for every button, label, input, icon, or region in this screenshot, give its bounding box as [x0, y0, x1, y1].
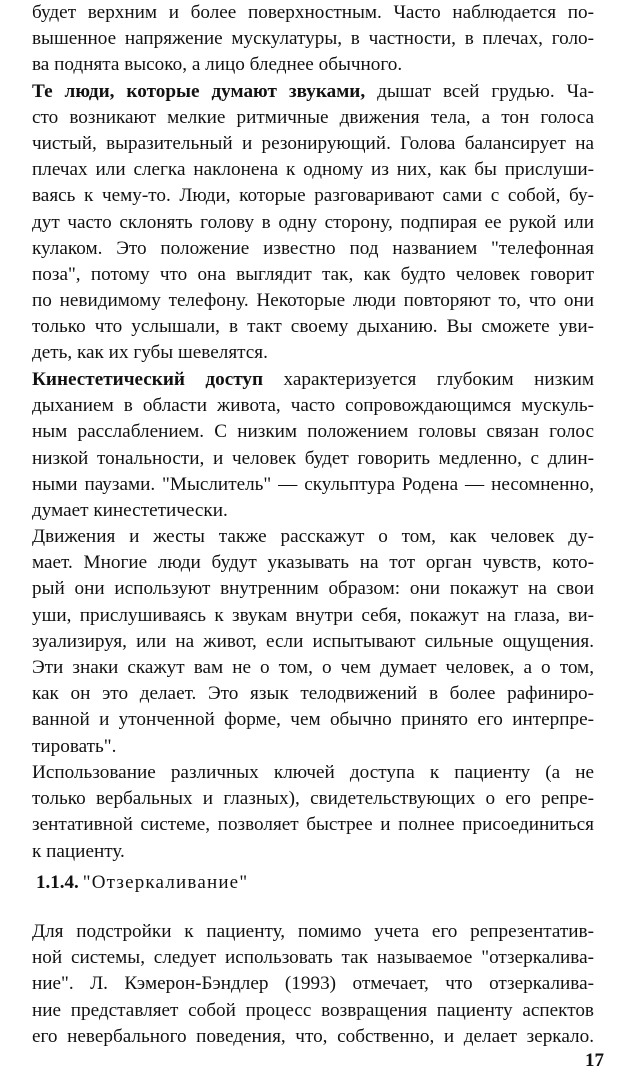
- text-line: ным расслаблением. С низким положением головы связан голос: [32, 421, 594, 443]
- text-line: только что услышали, в такт своему дыханию. Вы сможете уви-: [32, 316, 594, 338]
- text-line: по невидимому телефону. Некоторые люди повторяют то, что они: [32, 290, 594, 312]
- paragraph-kinesthetic: [32, 367, 594, 524]
- text-run: характеризуется глубоким низким: [263, 369, 595, 390]
- bold-lead: Те люди, которые думают звуками,: [32, 80, 366, 102]
- text-line: зентативной системе, позволяет быстрее и полнее присоединиться: [32, 814, 594, 836]
- text-line: поза", потому что она выглядит так, как будто человек говорит: [32, 263, 594, 285]
- text-line: вышенное напряжение мускулатуры, в частности, в плечах, голо-: [32, 28, 594, 50]
- text-line: Движения и жесты также расскажут о том, как человек ду-: [32, 526, 594, 547]
- text-line: дут часто склонять голову в одну сторону, подпирая ее рукой или: [32, 211, 594, 233]
- page-number: 17: [585, 1050, 604, 1071]
- text-line: ной системы, следует использовать так называемое "отзеркалива-: [32, 947, 594, 969]
- text-line: деть, как их губы шевелятся.: [32, 342, 268, 364]
- text-line: Использование различных ключей доступа к пациенту (а не: [32, 762, 594, 783]
- text-line: ние". Л. Кэмерон-Бэндлер (1993) отмечает, что отзеркалива-: [32, 973, 594, 995]
- text-line: ными паузами. "Мыслитель" — скульптура Родена — несомненно,: [32, 473, 594, 495]
- text-line: Эти знаки скажут вам не о том, о чем думает человек, а о том,: [32, 656, 594, 678]
- text-line: только вербальных и глазных), свидетельствующих о его репре-: [32, 788, 594, 810]
- text-line: [32, 367, 594, 393]
- text-line: плечах или слегка наклонена к одному из них, как бы прислуши-: [32, 159, 594, 181]
- text-line: ние представляет собой процесс возвращения пациенту аспектов: [32, 999, 594, 1021]
- section-title: "Отзеркаливание": [82, 872, 249, 893]
- text-line: низкой тональности, и человек будет говорить медленно, с длин-: [32, 447, 594, 469]
- paragraph-access-keys: [32, 760, 594, 865]
- text-line: ва поднята высоко, а лицо бледнее обычного.: [32, 54, 403, 76]
- text-line: Для подстройки к пациенту, помимо учета его репрезентатив-: [32, 921, 594, 942]
- text-line: его невербального поведения, что, собственно, и делает зеркало.: [32, 1025, 594, 1047]
- text-line: зуализируя, или на живот, если испытывают сильные ощущения.: [32, 630, 594, 652]
- text-line: мает. Многие люди будут указывать на тот орган чувств, кото-: [32, 552, 594, 574]
- text-line: тировать".: [32, 735, 117, 757]
- text-line: [32, 79, 594, 105]
- text-line: ваясь к чему-то. Люди, которые разговаривают сами с собой, бу-: [32, 185, 594, 207]
- section-number: 1.1.4.: [36, 872, 79, 893]
- text-line: думает кинестетически.: [32, 499, 228, 521]
- paragraph-continuation: [32, 0, 594, 79]
- text-line: кулаком. Это положение известно под названием "телефонная: [32, 237, 594, 259]
- section-heading: [36, 870, 248, 896]
- text-run: дышат всей грудью. Ча-: [365, 80, 594, 102]
- text-line: к пациенту.: [32, 840, 125, 862]
- text-line: уши, прислушиваясь к звукам внутри себя, покажут на глаза, ви-: [32, 604, 594, 626]
- paragraph-mirroring: [32, 919, 594, 1050]
- bold-lead: Кинестетический доступ: [32, 369, 264, 390]
- paragraph-gestures: [32, 524, 594, 760]
- text-line: сто возникают мелкие ритмичные движения тела, а тон голоса: [32, 106, 594, 128]
- text-line: будет верхним и более поверхностным. Часто наблюдается по-: [32, 2, 594, 23]
- text-line: рый они используют внутренним образом: они покажут на свои: [32, 578, 594, 600]
- text-line: чистый, выразительный и резонирующий. Голова балансирует на: [32, 132, 594, 154]
- text-line: дыханием в области живота, часто сопровождающимся мускуль-: [32, 395, 594, 417]
- text-line: ванной и утонченной форме, чем обычно принято его интерпре-: [32, 709, 594, 731]
- paragraph-auditory: [32, 79, 594, 367]
- text-line: как он это делает. Это язык телодвижений в более рафиниро-: [32, 683, 594, 705]
